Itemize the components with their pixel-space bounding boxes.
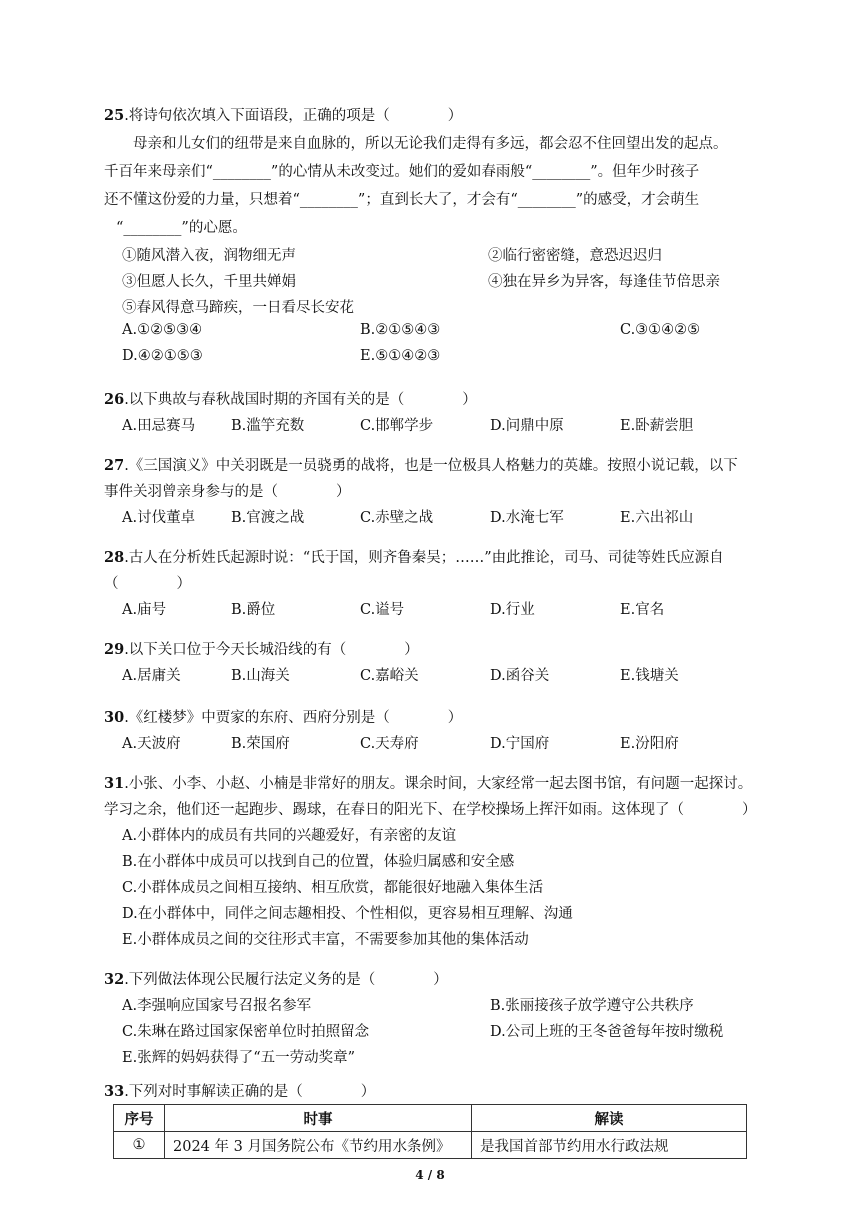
q26-option-d[interactable]: D.问鼎中原: [490, 418, 564, 434]
table-cell-interpretation: 是我国首部节约用水行政法规: [472, 1132, 747, 1159]
q25-item-2: ②临行密密缝，意恐迟迟归: [488, 248, 662, 264]
q26-option-c[interactable]: C.邯郸学步: [360, 418, 434, 434]
question-number: 33: [104, 1083, 125, 1100]
question-text: .以下典故与春秋战国时期的齐国有关的是（ ）: [124, 392, 477, 408]
q27-option-c[interactable]: C.赤壁之战: [360, 510, 434, 526]
q25-item-5: ⑤春风得意马蹄疾，一日看尽长安花: [122, 300, 354, 316]
table-header-interpretation: 解读: [472, 1105, 747, 1132]
q30-option-c[interactable]: C.天寿府: [360, 736, 419, 752]
table-cell-event: 2024 年 3 月国务院公布《节约用水条例》: [165, 1132, 472, 1159]
q32-option-b[interactable]: B.张丽接孩子放学遵守公共秩序: [490, 998, 694, 1014]
question-number: 31: [104, 775, 125, 792]
q30-option-d[interactable]: D.宁国府: [490, 736, 550, 752]
q25-passage-line-4: “________”的心愿。: [116, 220, 247, 236]
q25-option-e[interactable]: E.⑤①④②③: [360, 348, 441, 364]
question-text: .小张、小李、小赵、小楠是非常好的朋友。课余时间，大家经常一起去图书馆，有问题一起探讨。: [124, 776, 753, 792]
q29-option-a[interactable]: A.居庸关: [122, 668, 181, 684]
q25-stem: [104, 104, 462, 125]
question-text: .以下关口位于今天长城沿线的有（ ）: [124, 642, 419, 658]
q28-option-d[interactable]: D.行业: [490, 602, 535, 618]
question-number: 28: [104, 549, 125, 566]
q27-option-b[interactable]: B.官渡之战: [231, 510, 305, 526]
q26-stem: [104, 388, 477, 409]
q26-option-b[interactable]: B.滥竽充数: [231, 418, 305, 434]
q31-option-e[interactable]: E.小群体成员之间的交往形式丰富，不需要参加其他的集体活动: [122, 932, 529, 948]
question-text: .将诗句依次填入下面语段，正确的项是（ ）: [124, 108, 463, 124]
q32-stem: [104, 968, 448, 989]
q33-stem: [104, 1080, 375, 1101]
q26-option-e[interactable]: E.卧薪尝胆: [620, 418, 694, 434]
q32-option-d[interactable]: D.公司上班的王冬爸爸每年按时缴税: [490, 1024, 724, 1040]
question-number: 27: [104, 457, 125, 474]
q33-table: [113, 1104, 747, 1159]
q31-option-a[interactable]: A.小群体内的成员有共同的兴趣爱好，有亲密的友谊: [122, 828, 457, 844]
table-header-row: [114, 1105, 747, 1132]
q32-option-e[interactable]: E.张辉的妈妈获得了“五一劳动奖章”: [122, 1050, 356, 1066]
q26-option-a[interactable]: A.田忌赛马: [122, 418, 196, 434]
q29-option-e[interactable]: E.钱塘关: [620, 668, 679, 684]
q25-option-c[interactable]: C.③①④②⑤: [620, 322, 701, 338]
q25-item-1: ①随风潜入夜，润物细无声: [122, 248, 296, 264]
q25-option-a[interactable]: A.①②⑤③④: [122, 322, 203, 338]
question-text: .下列对时事解读正确的是（ ）: [124, 1084, 376, 1100]
q28-option-a[interactable]: A.庙号: [122, 602, 167, 618]
q27-option-d[interactable]: D.水淹七军: [490, 510, 564, 526]
q25-option-b[interactable]: B.②①⑤④③: [360, 322, 441, 338]
q25-option-d[interactable]: D.④②①⑤③: [122, 348, 203, 364]
q25-passage-line-1: 母亲和儿女们的纽带是来自血脉的，所以无论我们走得有多远，都会忍不住回望出发的起点。: [104, 136, 728, 152]
question-number: 25: [104, 107, 125, 124]
q29-stem: [104, 638, 419, 659]
q31-option-b[interactable]: B.在小群体中成员可以找到自己的位置，体验归属感和安全感: [122, 854, 515, 870]
question-text: .《三国演义》中关羽既是一员骁勇的战将，也是一位极具人格魅力的英雄。按照小说记载，以下: [124, 458, 738, 474]
q29-option-d[interactable]: D.函谷关: [490, 668, 550, 684]
question-number: 29: [104, 641, 125, 658]
q28-option-e[interactable]: E.官名: [620, 602, 665, 618]
q27-stem: [104, 454, 738, 475]
q28-option-c[interactable]: C.谥号: [360, 602, 405, 618]
q28-stem: [104, 546, 724, 567]
q31-stem: [104, 772, 752, 793]
table-header-event: 时事: [165, 1105, 472, 1132]
question-number: 30: [104, 709, 125, 726]
q29-option-c[interactable]: C.嘉峪关: [360, 668, 419, 684]
q30-stem: [104, 706, 462, 727]
q25-passage-line-3: 还不懂这份爱的力量，只想着“________”；直到长大了，才会有“________”的感受，才会萌生: [104, 192, 700, 208]
q27-option-e[interactable]: E.六出祁山: [620, 510, 694, 526]
q25-item-4: ④独在异乡为异客，每逢佳节倍思亲: [488, 274, 720, 290]
question-number: 26: [104, 391, 125, 408]
q31-stem-line-2: 学习之余，他们还一起跑步、踢球，在春日的阳光下、在学校操场上挥汗如雨。这体现了（ ）: [104, 802, 757, 818]
table-row: [114, 1132, 747, 1159]
q32-option-a[interactable]: A.李强响应国家号召报名参军: [122, 998, 312, 1014]
q29-option-b[interactable]: B.山海关: [231, 668, 290, 684]
q31-option-d[interactable]: D.在小群体中，同伴之间志趣相投、个性相似，更容易相互理解、沟通: [122, 906, 573, 922]
q27-stem-line-2: 事件关羽曾亲身参与的是（ ）: [104, 484, 351, 500]
q30-option-e[interactable]: E.汾阳府: [620, 736, 679, 752]
q32-option-c[interactable]: C.朱琳在路过国家保密单位时拍照留念: [122, 1024, 370, 1040]
q30-option-a[interactable]: A.天波府: [122, 736, 181, 752]
q30-option-b[interactable]: B.荣国府: [231, 736, 290, 752]
table-cell-index: ①: [114, 1132, 165, 1159]
question-text: .《红楼梦》中贾家的东府、西府分别是（ ）: [124, 710, 463, 726]
question-text: .下列做法体现公民履行法定义务的是（ ）: [124, 972, 448, 988]
q28-option-b[interactable]: B.爵位: [231, 602, 276, 618]
q25-item-3: ③但愿人长久，千里共婵娟: [122, 274, 296, 290]
page-number: 4 / 8: [415, 1168, 445, 1182]
question-number: 32: [104, 971, 125, 988]
q31-option-c[interactable]: C.小群体成员之间相互接纳、相互欣赏，都能很好地融入集体生活: [122, 880, 544, 896]
q28-stem-line-2: （ ）: [104, 576, 191, 592]
table-header-index: 序号: [114, 1105, 165, 1132]
question-text: .古人在分析姓氏起源时说：“氏于国，则齐鲁秦吴；……”由此推论，司马、司徒等姓氏应源自: [124, 550, 724, 566]
q25-passage-line-2: 千百年来母亲们“________”的心情从未改变过。她们的爱如春雨般“________”。但年少时孩子: [104, 164, 700, 180]
q27-option-a[interactable]: A.讨伐董卓: [122, 510, 196, 526]
